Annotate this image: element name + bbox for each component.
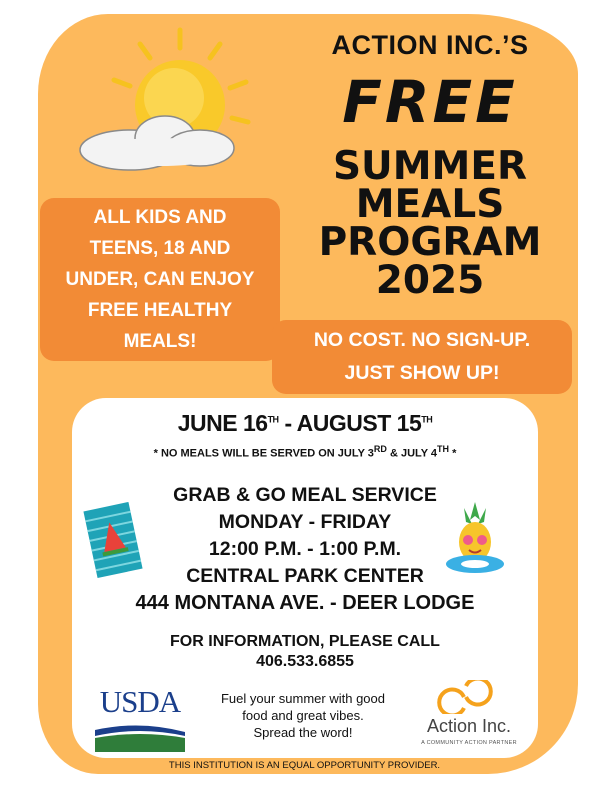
pineapple-icon — [444, 498, 506, 582]
org-title: ACTION INC.’S — [331, 30, 529, 60]
no-cost-pill: NO COST. NO SIGN-UP. JUST SHOW UP! — [272, 320, 572, 394]
contact-info: FOR INFORMATION, PLEASE CALL 406.533.6855 — [170, 633, 440, 670]
date-range: JUNE 16TH - AUGUST 15TH — [177, 410, 433, 436]
equal-opportunity-footer: THIS INSTITUTION IS AN EQUAL OPPORTUNITY PROVIDER. — [168, 760, 441, 771]
action-loop-icon — [432, 680, 502, 714]
program-title: SUMMER MEALS PROGRAM 2025 — [318, 144, 542, 303]
free-title: FREE — [342, 68, 518, 136]
fuel-message: Fuel your summer with good food and great vibes. Spread the word! — [220, 691, 385, 740]
beach-towel-icon — [80, 500, 146, 580]
usda-hills-icon — [95, 722, 185, 752]
usda-logo: USDA — [95, 688, 185, 752]
service-details: GRAB & GO MEAL SERVICE MONDAY - FRIDAY 12:00 P.M. - 1:00 P.M. CENTRAL PARK CENTER 444 MONTANA AVE. - DEER LODGE — [135, 484, 475, 614]
sun-cloud-icon — [70, 20, 260, 180]
action-inc-logo: Action Inc. A COMMUNITY ACTION PARTNER — [414, 680, 524, 750]
closure-note: * NO MEALS WILL BE SERVED ON JULY 3RD & JULY 4TH * — [153, 444, 457, 460]
eligibility-pill: ALL KIDS AND TEENS, 18 AND UNDER, CAN ENJOY FREE HEALTHY MEALS! — [40, 198, 280, 361]
